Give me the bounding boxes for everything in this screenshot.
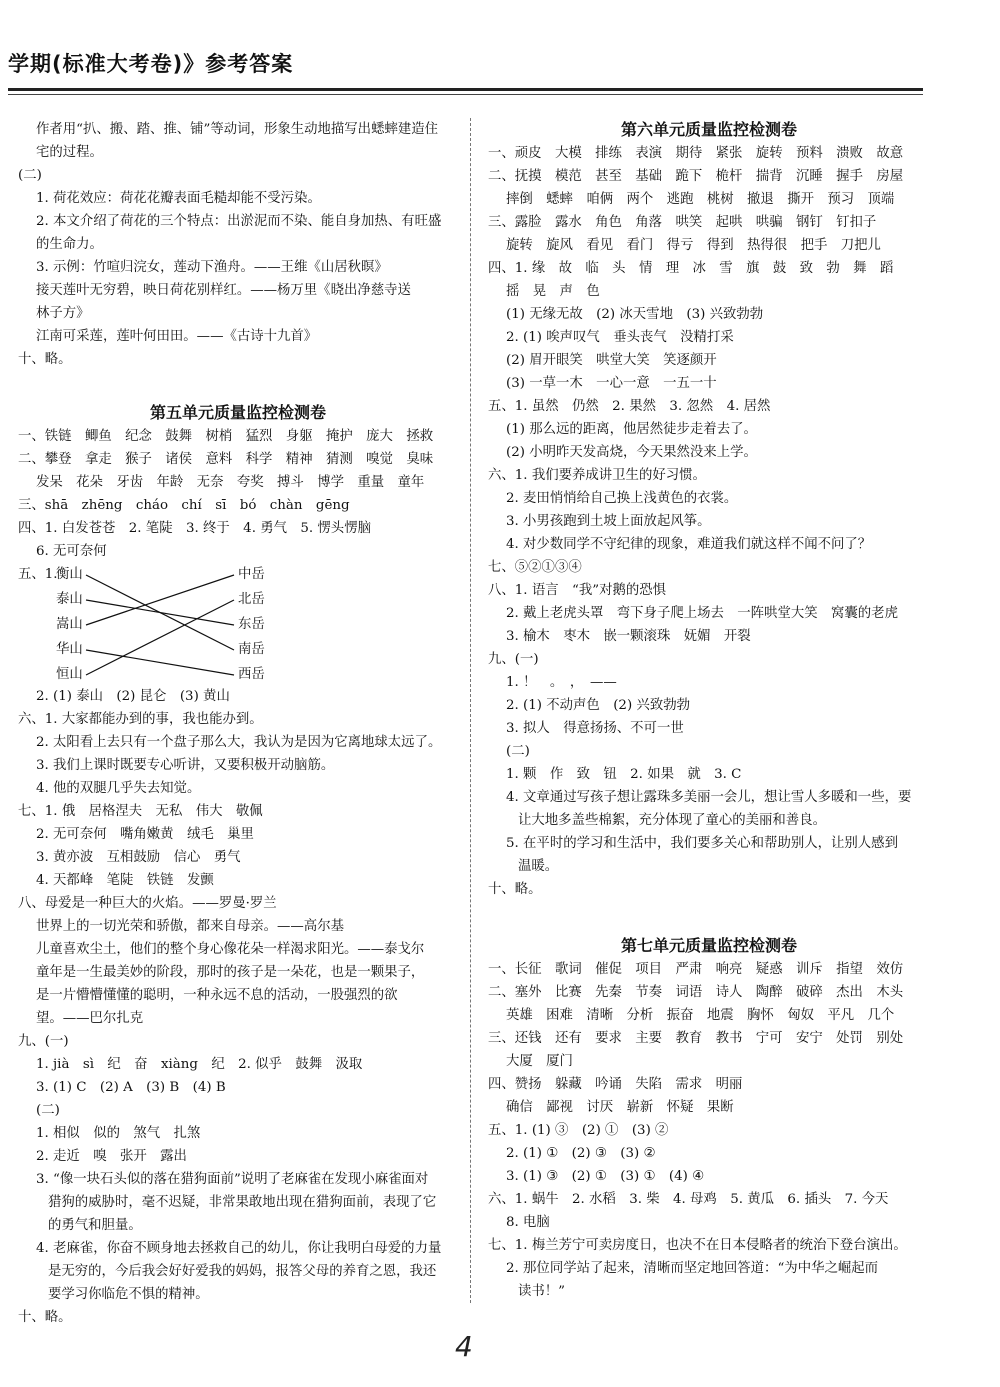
header-rule-thick (8, 88, 923, 91)
answer-line: 2. 那位同学站了起来，清晰而坚定地回答道：“为中华之崛起而 (506, 1261, 879, 1276)
answer-line: 六、1. 我们要养成讲卫生的好习惯。 (488, 468, 706, 483)
answer-line: 大厦 厦门 (506, 1054, 573, 1069)
answer-line: 三、露脸 露水 角色 角落 哄笑 起哄 哄骗 钢钉 钉扣子 (488, 215, 877, 230)
answer-line: 童年是一生最美妙的阶段，那时的孩子是一朵花，也是一颗果子， (36, 965, 425, 980)
answer-line: 3. 黄亦波 互相鼓励 信心 勇气 (36, 850, 241, 865)
matching-exercise (18, 563, 458, 685)
answer-line: (二) (18, 168, 42, 183)
right-column (488, 118, 930, 1303)
match-left-item: 华山 (56, 642, 83, 657)
answer-line: (3) 一草一木 一心一意 一五一十 (506, 376, 717, 391)
answer-line: 2. (1) 不动声色 (2) 兴致勃勃 (506, 698, 690, 713)
answer-line: 三、shā zhēng cháo chí sī bó chàn gēng (18, 498, 350, 513)
match-right-item: 南岳 (238, 642, 265, 657)
answer-line: 摔倒 蟋蟀 咱俩 两个 逃跑 桃树 撤退 撕开 预习 顶端 (506, 192, 895, 207)
answer-line: 发呆 花朵 牙齿 年龄 无奈 夸奖 搏斗 博学 重量 童年 (36, 475, 425, 490)
match-left-item: 恒山 (56, 667, 83, 682)
answer-line: 的勇气和胆量。 (48, 1218, 142, 1233)
answer-line: 确信 鄙视 讨厌 崭新 怀疑 果断 (506, 1100, 734, 1115)
match-left-item: 衡山 (56, 567, 83, 582)
answer-line: (2) 眉开眼笑 哄堂大笑 笑逐颜开 (506, 353, 717, 368)
answer-line: 是一片懵懵懂懂的聪明，一种永远不息的活动，一股强烈的欲 (36, 988, 398, 1003)
section-title: 第六单元质量监控检测卷 (620, 120, 797, 139)
answer-line: 四、赞扬 躲藏 吟诵 失陷 需求 明丽 (488, 1077, 743, 1092)
answer-line: 七、1. 俄 居格涅夫 无私 伟大 敬佩 (18, 804, 263, 819)
answer-line: 望。——巴尔扎克 (36, 1011, 144, 1026)
left-column (18, 118, 458, 1329)
answer-line: 2. 本文介绍了荷花的三个特点：出淤泥而不染、能自身加热、有旺盛 (36, 214, 442, 229)
answer-line: 6. 无可奈何 (36, 544, 107, 559)
answer-line: 摇 晃 声 色 (506, 284, 600, 299)
answer-line: 3. 我们上课时既要专心听讲，又要积极开动脑筋。 (36, 758, 335, 773)
answer-line: 八、1. 语言 “我”对鹅的恐惧 (488, 583, 667, 598)
answer-line: 2. 戴上老虎头罩 弯下身子爬上场去 一阵哄堂大笑 窝囊的老虎 (506, 606, 898, 621)
answer-line: 二、攀登 拿走 猴子 诸侯 意料 科学 精神 猜测 嗅觉 臭味 (18, 452, 434, 467)
match-line (86, 600, 234, 625)
answer-line: 接天莲叶无穷碧，映日荷花别样红。——杨万里《晓出净慈寺送 (36, 283, 411, 298)
answer-line: 1. jià sì 纪 奋 xiàng 纪 2. 似乎 鼓舞 汲取 (36, 1057, 363, 1072)
answer-line: 宅的过程。 (36, 145, 103, 160)
answer-line: 读书！” (518, 1284, 566, 1299)
answer-line: 2. 无可奈何 嘴角嫩黄 绒毛 巢里 (36, 827, 254, 842)
answer-line: 1. ！ 。 ， —— (506, 675, 617, 690)
answer-line: 让大地多盖些棉絮，充分体现了童心的美丽和善良。 (518, 813, 826, 828)
answer-line: 十、略。 (488, 882, 542, 897)
answer-line: 1. 相似 似的 煞气 扎煞 (36, 1126, 201, 1141)
answer-line: 一、长征 歌词 催促 项目 严肃 响亮 疑惑 训斥 指望 效仿 (488, 962, 904, 977)
answer-line: 五、1. 虽然 仍然 2. 果然 3. 忽然 4. 居然 (488, 399, 771, 414)
answer-line: 4. 文章通过写孩子想让露珠多美丽一会儿，想让雪人多暖和一些，要 (506, 790, 912, 805)
answer-line: 2. (1) ① (2) ③ (3) ② (506, 1146, 656, 1161)
header-rule-thin (8, 94, 923, 95)
answer-line: 九、(一) (488, 652, 539, 667)
answer-line: 1. 颗 作 致 钮 2. 如果 就 3. C (506, 767, 742, 782)
match-line (86, 650, 234, 675)
answer-line: 四、1. 白发苍苍 2. 笔陡 3. 终于 4. 勇气 5. 愣头愣脑 (18, 521, 371, 536)
answer-line: 二、塞外 比赛 先秦 节奏 词语 诗人 陶醉 破碎 杰出 木头 (488, 985, 904, 1000)
answer-line: 作者用“扒、搬、踏、推、铺”等动词，形象生动地描写出蟋蟀建造住 (36, 122, 439, 137)
answer-line: 4. 对少数同学不守纪律的现象，难道我们就这样不闻不问了？ (506, 537, 872, 552)
match-right-item: 北岳 (238, 592, 265, 607)
answer-line: 4. 他的双腿几乎失去知觉。 (36, 781, 201, 796)
answer-line: (二) (506, 744, 530, 759)
answer-line: 2. (1) 泰山 (2) 昆仑 (3) 黄山 (36, 689, 230, 704)
answer-line: 二、抚摸 模范 甚至 基础 跪下 桅杆 揣背 沉睡 握手 房屋 (488, 169, 904, 184)
answer-line: 3. 示例：竹喧归浣女，莲动下渔舟。——王维《山居秋暝》 (36, 260, 388, 275)
answer-line: 七、⑤②①③④ (488, 560, 582, 575)
answer-line: 3. “像一块石头似的落在猎狗面前”说明了老麻雀在发现小麻雀面对 (36, 1172, 429, 1187)
answer-line: 一、铁链 鲫鱼 纪念 鼓舞 树梢 猛烈 身躯 掩护 庞大 拯救 (18, 429, 434, 444)
answer-line: 世界上的一切光荣和骄傲，都来自母亲。——高尔基 (36, 919, 344, 934)
answer-line: 旋转 旋风 看见 看门 得亏 得到 热得很 把手 刀把儿 (506, 238, 881, 253)
answer-line: 8. 电脑 (506, 1215, 550, 1230)
answer-line: (1) 那么远的距离，他居然徒步走着去了。 (506, 422, 757, 437)
match-right-item: 东岳 (238, 617, 265, 632)
answer-line: 4. 天都峰 笔陡 铁链 发颤 (36, 873, 214, 888)
answer-line: 5. 在平时的学习和生活中，我们要多关心和帮助别人，让别人感到 (506, 836, 898, 851)
match-right-item: 西岳 (238, 667, 265, 682)
answer-line: 九、(一) (18, 1034, 69, 1049)
answer-line: 3. (1) ③ (2) ① (3) ① (4) ④ (506, 1169, 705, 1184)
answer-line: 3. (1) C (2) A (3) B (4) B (36, 1080, 226, 1095)
column-divider (470, 118, 471, 1303)
answer-line: 儿童喜欢尘土，他们的整个身心像花朵一样渴求阳光。——泰戈尔 (36, 942, 425, 957)
section-title: 第五单元质量监控检测卷 (149, 403, 326, 422)
match-lines (18, 563, 278, 685)
answer-line: 要学习你临危不惧的精神。 (48, 1287, 209, 1302)
answer-line: 江南可采莲，莲叶何田田。——《古诗十九首》 (36, 329, 318, 344)
answer-line: 八、母爱是一种巨大的火焰。——罗曼·罗兰 (18, 896, 277, 911)
answer-line: (1) 无缘无故 (2) 冰天雪地 (3) 兴致勃勃 (506, 307, 764, 322)
answer-line: 七、1. 梅兰芳宁可卖房度日，也决不在日本侵略者的统治下登台演出。 (488, 1238, 907, 1253)
answer-line: 六、1. 大家都能办到的事，我也能办到。 (18, 712, 263, 727)
answer-line: 十、略。 (18, 352, 72, 367)
answer-line: 猎狗的威胁时，毫不迟疑，非常果敢地出现在猎狗面前，表现了它 (48, 1195, 437, 1210)
answer-line: 五、1. (1) ③ (2) ① (3) ② (488, 1123, 669, 1138)
page-number: 4 (455, 1330, 473, 1363)
answer-line: 4. 老麻雀，你奋不顾身地去拯救自己的幼儿，你让我明白母爱的力量 (36, 1241, 442, 1256)
answer-line: 十、略。 (18, 1310, 72, 1325)
answer-line: 一、顽皮 大模 排练 表演 期待 紧张 旋转 预料 溃败 故意 (488, 146, 904, 161)
answer-line: 2. (1) 唉声叹气 垂头丧气 没精打采 (506, 330, 734, 345)
answer-line: 六、1. 蜗牛 2. 水稻 3. 柴 4. 母鸡 5. 黄瓜 6. 插头 7. 今天 (488, 1192, 889, 1207)
answer-line: (2) 小明昨天发高烧，今天果然没来上学。 (506, 445, 757, 460)
answer-line: 是无穷的，今后我会好好爱我的妈妈，报答父母的养育之恩，我还 (48, 1264, 437, 1279)
answer-line: 1. 荷花效应：荷花花瓣表面毛糙却能不受污染。 (36, 191, 321, 206)
answer-line: 温暖。 (518, 859, 559, 874)
matching-label: 五、1. (18, 567, 58, 582)
answer-line: 2. 走近 嗅 张开 露出 (36, 1149, 187, 1164)
answer-line: 3. 小男孩跑到土坡上面放起风筝。 (506, 514, 711, 529)
answer-line: 四、1. 缘 故 临 头 情 理 冰 雪 旗 鼓 致 勃 舞 蹈 (488, 261, 894, 276)
answer-line: 3. 榆木 枣木 嵌一颗滚珠 妩媚 开裂 (506, 629, 751, 644)
answer-line: (二) (36, 1103, 60, 1118)
answer-line: 2. 太阳看上去只有一个盘子那么大，我认为是因为它离地球太远了。 (36, 735, 442, 750)
answer-line: 英雄 困难 清晰 分析 振奋 地震 胸怀 匈奴 平凡 几个 (506, 1008, 895, 1023)
section-gap (18, 371, 458, 401)
answer-line: 三、还钱 还有 要求 主要 教育 教书 宁可 安宁 处罚 别处 (488, 1031, 904, 1046)
match-left-item: 泰山 (56, 592, 83, 607)
answer-line: 2. 麦田悄悄给自己换上浅黄色的衣裳。 (506, 491, 738, 506)
page-header: 学期(标准大考卷)》参考答案 (8, 52, 294, 76)
section-title: 第七单元质量监控检测卷 (620, 936, 797, 955)
match-left-item: 嵩山 (56, 617, 83, 632)
answer-line: 3. 拟人 得意扬扬、不可一世 (506, 721, 684, 736)
section-gap (488, 901, 930, 934)
match-line (86, 600, 234, 675)
match-right-item: 中岳 (238, 567, 265, 582)
answer-line: 林子方》 (36, 306, 90, 321)
answer-line: 的生命力。 (36, 237, 103, 252)
match-line (86, 575, 234, 625)
